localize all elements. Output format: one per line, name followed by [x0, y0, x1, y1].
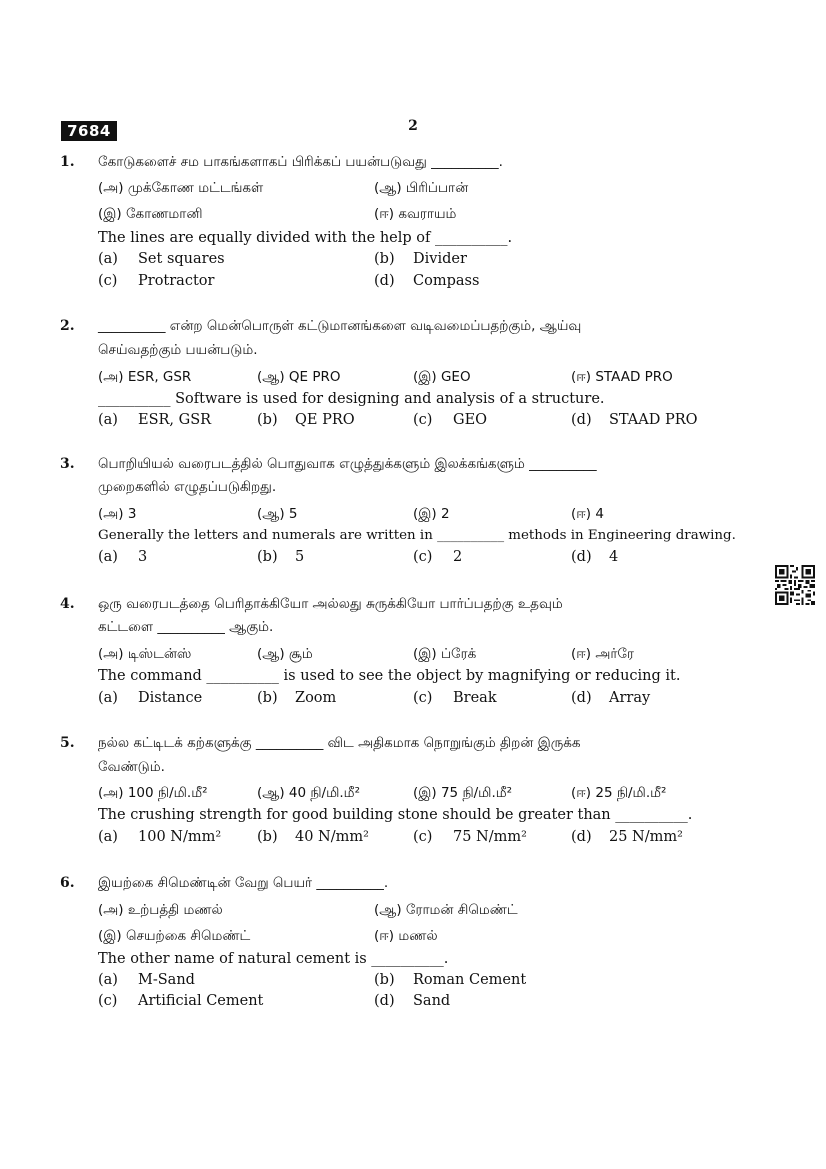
option-c: (c) GEO	[413, 412, 488, 428]
option-c: (c) 75 N/mm²	[413, 829, 527, 845]
question-text-tamil: இயற்கை சிமெண்டின் வேறு பெயர் __________.	[98, 875, 389, 891]
option-b: (b) QE PRO	[257, 412, 355, 428]
option-b-tamil: (ஆ) QE PRO	[257, 369, 341, 385]
question-text-tamil: நல்ல கட்டிடக் கற்களுக்கு __________ விட அதிகமாக நொறுங்கும் திறன் இருக்க	[98, 735, 581, 751]
question-text-english: The lines are equally divided with the help of __________.	[98, 230, 513, 246]
option-a: (a) Set squares	[98, 251, 225, 267]
question-text-english: __________ Software is used for designing and analysis of a structure.	[98, 391, 605, 407]
paper-code: 7684	[61, 121, 117, 141]
option-b: (b) 40 N/mm²	[257, 829, 369, 845]
question-number: 3.	[60, 456, 75, 472]
option-d: (d) Array	[571, 690, 651, 706]
option-a-tamil: (அ) 3	[98, 506, 137, 522]
option-b-tamil: (ஆ) 5	[257, 506, 298, 522]
question-text-tamil: ஒரு வரைபடத்தை பெரிதாக்கியோ அல்லது சுருக்கியோ பார்ப்பதற்கு உதவும்	[98, 596, 563, 612]
option-b-tamil: (ஆ) 40 நி/மி.மீ²	[257, 785, 360, 801]
option-c: (c) Protractor	[98, 273, 215, 289]
option-d: (d) Compass	[374, 273, 480, 289]
option-b-tamil: (ஆ) ரோமன் சிமெண்ட்	[374, 902, 518, 918]
option-b-tamil: (ஆ) பிரிப்பான்	[374, 180, 469, 196]
option-d-tamil: (ஈ) 25 நி/மி.மீ²	[571, 785, 667, 801]
option-d: (d) STAAD PRO	[571, 412, 698, 428]
question-number: 6.	[60, 875, 75, 891]
question-text-tamil-line2: முறைகளில் எழுதப்படுகிறது.	[98, 479, 277, 495]
question-text-tamil-line2: வேண்டும்.	[98, 759, 165, 775]
option-a: (a) 100 N/mm²	[98, 829, 222, 845]
question-text-english: The other name of natural cement is __________.	[98, 951, 449, 967]
option-b: (b) Roman Cement	[374, 972, 527, 988]
question-text-english: The crushing strength for good building stone should be greater than __________.	[98, 807, 693, 823]
question-text-tamil-line2: செய்வதற்கும் பயன்படும்.	[98, 342, 258, 358]
option-c-tamil: (இ) கோணமானி	[98, 206, 203, 222]
option-d: (d) 25 N/mm²	[571, 829, 683, 845]
question-text-tamil-line2: கட்டளை __________ ஆகும்.	[98, 619, 274, 635]
option-c: (c) Artificial Cement	[98, 993, 264, 1009]
question-text-tamil: __________ என்ற மென்பொருள் கட்டுமானங்களை வடிவமைப்பதற்கும், ஆய்வு	[98, 318, 582, 334]
question-number: 5.	[60, 735, 75, 751]
option-a-tamil: (அ) 100 நி/மி.மீ²	[98, 785, 208, 801]
option-d-tamil: (ஈ) 4	[571, 506, 604, 522]
option-a-tamil: (அ) முக்கோண மட்டங்கள்	[98, 180, 264, 196]
option-d-tamil: (ஈ) STAAD PRO	[571, 369, 673, 385]
option-b: (b) Zoom	[257, 690, 337, 706]
question-number: 2.	[60, 318, 75, 334]
option-a-tamil: (அ) உற்பத்தி மணல்	[98, 902, 223, 918]
option-a-tamil: (அ) டிஸ்டன்ஸ்	[98, 646, 192, 662]
question-number: 4.	[60, 596, 75, 612]
option-a: (a) Distance	[98, 690, 203, 706]
question-text-tamil: பொறியியல் வரைபடத்தில் பொதுவாக எழுத்துக்களும் இலக்கங்களும் __________	[98, 456, 597, 472]
page-number: 2	[408, 118, 418, 134]
option-c: (c) 2	[413, 549, 463, 565]
option-a: (a) M-Sand	[98, 972, 195, 988]
option-b: (b) Divider	[374, 251, 467, 267]
question-text-tamil: கோடுகளைச் சம பாகங்களாகப் பிரிக்கப் பயன்படுவது __________.	[98, 154, 503, 170]
option-c-tamil: (இ) செயற்கை சிமெண்ட்	[98, 928, 251, 944]
option-b: (b) 5	[257, 549, 305, 565]
option-b-tamil: (ஆ) சூம்	[257, 646, 313, 662]
option-a: (a) ESR, GSR	[98, 412, 212, 428]
question-text-english: The command __________ is used to see the object by magnifying or reducing it.	[98, 668, 681, 684]
option-c-tamil: (இ) ப்ரேக்	[413, 646, 477, 662]
option-d-tamil: (ஈ) அர்ரே	[571, 646, 634, 662]
option-d: (d) 4	[571, 549, 619, 565]
question-number: 1.	[60, 154, 75, 170]
option-c: (c) Break	[413, 690, 497, 706]
option-d: (d) Sand	[374, 993, 451, 1009]
question-text-english: Generally the letters and numerals are written in __________ methods in Engineering drawing.	[98, 528, 736, 543]
option-a-tamil: (அ) ESR, GSR	[98, 369, 192, 385]
option-c-tamil: (இ) GEO	[413, 369, 471, 385]
option-c-tamil: (இ) 2	[413, 506, 450, 522]
option-d-tamil: (ஈ) கவராயம்	[374, 206, 457, 222]
qr-code-icon	[775, 565, 815, 605]
option-c-tamil: (இ) 75 நி/மி.மீ²	[413, 785, 513, 801]
option-d-tamil: (ஈ) மணல்	[374, 928, 438, 944]
option-a: (a) 3	[98, 549, 148, 565]
